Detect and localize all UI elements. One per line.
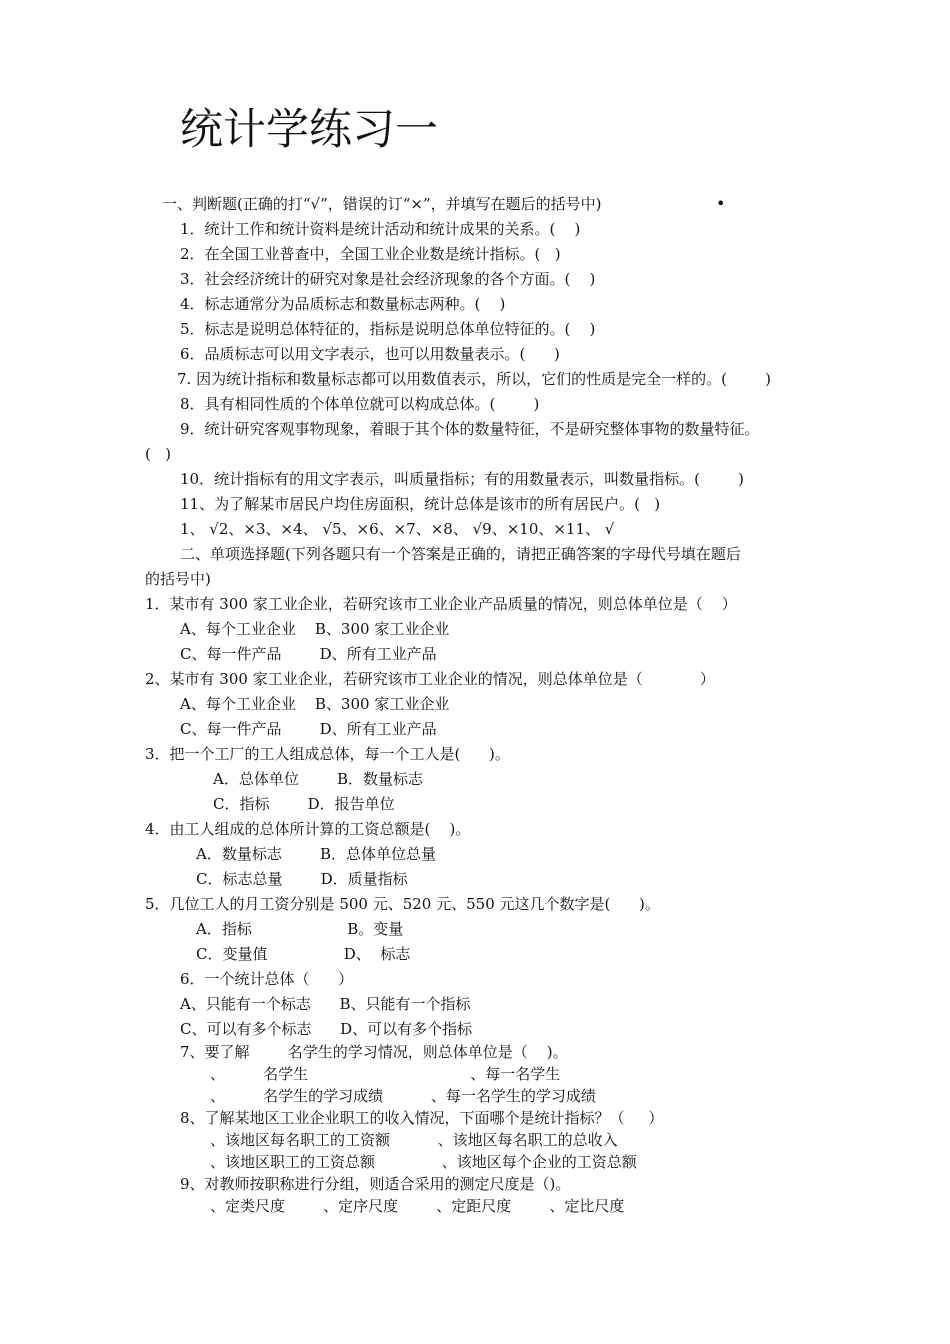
option-row: 、该地区每名职工的工资额 、该地区每名职工的总收入 xyxy=(210,1131,618,1149)
judgment-item: 4．标志通常分为品质标志和数量标志两种。( ) xyxy=(180,295,506,313)
section2-heading: 二、单项选择题(下列各题只有一个答案是正确的，请把正确答案的字母代号填在题后 xyxy=(180,545,741,563)
option-row: 、定类尺度 、定序尺度 、定距尺度 、定比尺度 xyxy=(210,1197,625,1215)
judgment-item-continuation: ( ) xyxy=(145,445,172,463)
option-row: 、该地区职工的工资总额 、该地区每个企业的工资总额 xyxy=(210,1153,637,1171)
option-row: A、每个工业企业 B、300 家工业企业 xyxy=(180,620,450,638)
option-row: A．总体单位 B．数量标志 xyxy=(213,770,424,788)
option-row: C．变量值 D、 标志 xyxy=(196,945,411,963)
option-row: C、可以有多个标志 D、可以有多个指标 xyxy=(180,1020,473,1038)
option-row: C、每一件产品 D、所有工业产品 xyxy=(180,720,437,738)
option-row: C．指标 D．报告单位 xyxy=(213,795,395,813)
section1-heading: 一、判断题(正确的打“√”，错误的订“×”，并填写在题后的括号中) xyxy=(162,195,602,213)
judgment-item: 7. 因为统计指标和数量标志都可以用数值表示，所以，它们的性质是完全一样的。( ) xyxy=(177,370,771,388)
judgment-item: 6．品质标志可以用文字表示，也可以用数量表示。( ) xyxy=(180,345,560,363)
question: 9、对教师按职称进行分组，则适合采用的测定尺度是（)。 xyxy=(180,1175,571,1193)
judgment-item: 11、为了解某市居民户均住房面积，统计总体是该市的所有居民户。( ) xyxy=(180,495,661,513)
option-row: A．指标 B。变量 xyxy=(196,920,404,938)
question: 8、了解某地区工业企业职工的收入情况，下面哪个是统计指标？（ ） xyxy=(180,1109,664,1127)
option-row: C．标志总量 D．质量指标 xyxy=(196,870,408,888)
page-title: 统计学练习一 xyxy=(180,105,438,155)
judgment-item: 10．统计指标有的用文字表示，叫质量指标；有的用数量表示，叫数量指标。( ) xyxy=(180,470,744,488)
question: 2、某市有 300 家工业企业，若研究该市工业企业的情况，则总体单位是（ ） xyxy=(145,670,715,688)
judgment-item: 3．社会经济统计的研究对象是社会经济现象的各个方面。( ) xyxy=(180,270,596,288)
judgment-item: 2．在全国工业普查中，全国工业企业数是统计指标。( ) xyxy=(180,245,561,263)
answer-key: 1、 √2、×3、×4、 √5、×6、×7、×8、 √9、×10、×11、 √ xyxy=(180,520,615,538)
question: 4．由工人组成的总体所计算的工资总额是( )。 xyxy=(145,820,471,838)
question: 6．一个统计总体（ ） xyxy=(180,970,354,988)
option-row: C、每一件产品 D、所有工业产品 xyxy=(180,645,437,663)
question: 3．把一个工厂的工人组成总体，每一个工人是( )。 xyxy=(145,745,510,763)
section2-heading-continuation: 的括号中) xyxy=(145,570,211,588)
question: 7、要了解 名学生的学习情况，则总体单位是（ )。 xyxy=(180,1043,568,1061)
judgment-item: 8．具有相同性质的个体单位就可以构成总体。( ) xyxy=(180,395,540,413)
option-row: A．数量标志 B．总体单位总量 xyxy=(196,845,437,863)
option-row: A、只能有一个标志 B、只能有一个指标 xyxy=(180,995,471,1013)
option-row: 、 名学生 、每一名学生 xyxy=(210,1065,561,1083)
bullet-mark: • xyxy=(716,194,726,213)
judgment-item: 9．统计研究客观事物现象，着眼于其个体的数量特征，不是研究整体事物的数量特征。 xyxy=(180,420,760,438)
option-row: A、每个工业企业 B、300 家工业企业 xyxy=(180,695,450,713)
judgment-item: 1．统计工作和统计资料是统计活动和统计成果的关系。( ) xyxy=(180,220,581,238)
question: 1．某市有 300 家工业企业，若研究该市工业企业产品质量的情况，则总体单位是（ ） xyxy=(145,595,737,613)
question: 5．几位工人的月工资分别是 500 元、520 元、550 元这几个数字是( )。 xyxy=(145,895,660,913)
judgment-item: 5．标志是说明总体特征的，指标是说明总体单位特征的。( ) xyxy=(180,320,596,338)
option-row: 、 名学生的学习成绩 、每一名学生的学习成绩 xyxy=(210,1087,596,1105)
